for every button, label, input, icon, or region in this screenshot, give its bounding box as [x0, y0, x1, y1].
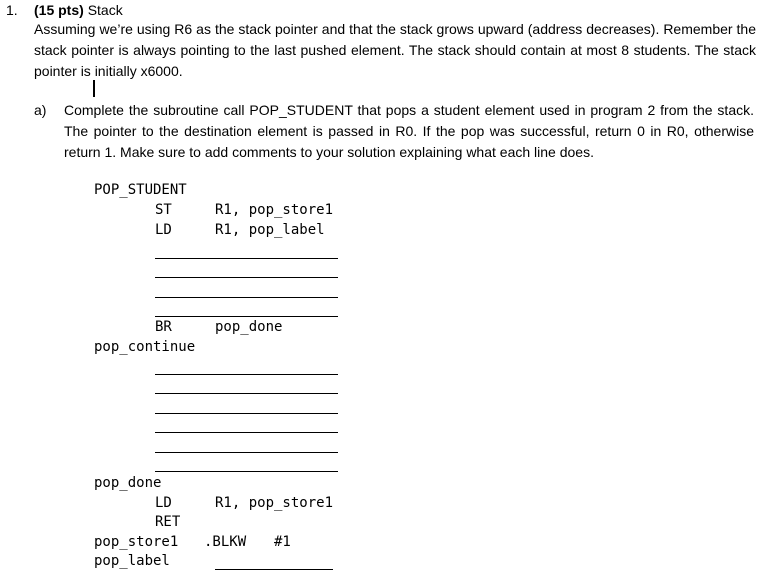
code-op-ld-done: LD — [155, 495, 172, 511]
answer-blank[interactable] — [155, 432, 338, 433]
text-cursor — [93, 80, 95, 97]
store-directive: .BLKW — [204, 534, 247, 550]
answer-blank[interactable] — [155, 413, 338, 414]
answer-blank[interactable] — [155, 316, 338, 317]
code-args-ld-done: R1, pop_store1 — [215, 495, 334, 511]
question-number: 1. — [6, 2, 18, 18]
answer-blank[interactable] — [155, 393, 338, 394]
part-a-text: Complete the subroutine call POP_STUDENT that pops a student element used in program 2 from the stack. The pointer to the destination element is passed in R0. If the pop was successful, return 0 in R0, otherwise return 1. Make sure to add comments to your solution explaining what each line does. — [64, 102, 754, 160]
code-op-br: BR — [155, 319, 172, 335]
continue-label: pop_continue — [94, 339, 196, 355]
code-args-ld: R1, pop_label — [215, 222, 325, 238]
question-intro-text: Assuming we’re using R6 as the stack pointer and that the stack grows upward (address decreases). Remember the stack pointer is always pointing to the last pushed element. The stack should contain at most 8 students. The stack pointer is initially x6000. — [34, 21, 756, 79]
done-label: pop_done — [94, 475, 162, 491]
code-op-ret: RET — [155, 514, 181, 530]
code-op-st: ST — [155, 202, 172, 218]
part-a-instructions — [64, 100, 754, 163]
answer-blank[interactable] — [155, 471, 338, 472]
subroutine-label: POP_STUDENT — [94, 182, 187, 198]
question-title: Stack — [87, 2, 123, 18]
answer-blank[interactable] — [155, 374, 338, 375]
question-intro — [34, 19, 756, 82]
store-label: pop_store1 — [94, 534, 179, 550]
store-value: #1 — [274, 534, 291, 550]
answer-blank[interactable] — [155, 297, 338, 298]
question-points: (15 pts) — [34, 2, 84, 18]
code-args-st: R1, pop_store1 — [215, 202, 334, 218]
part-a-label: a) — [34, 102, 47, 118]
pop-label-label: pop_label — [94, 553, 170, 569]
code-op-ld: LD — [155, 222, 172, 238]
answer-blank[interactable] — [155, 258, 338, 259]
code-args-br: pop_done — [215, 319, 283, 335]
question-heading — [34, 0, 123, 21]
answer-blank[interactable] — [155, 277, 338, 278]
answer-blank[interactable] — [155, 452, 338, 453]
answer-blank[interactable] — [215, 569, 333, 570]
